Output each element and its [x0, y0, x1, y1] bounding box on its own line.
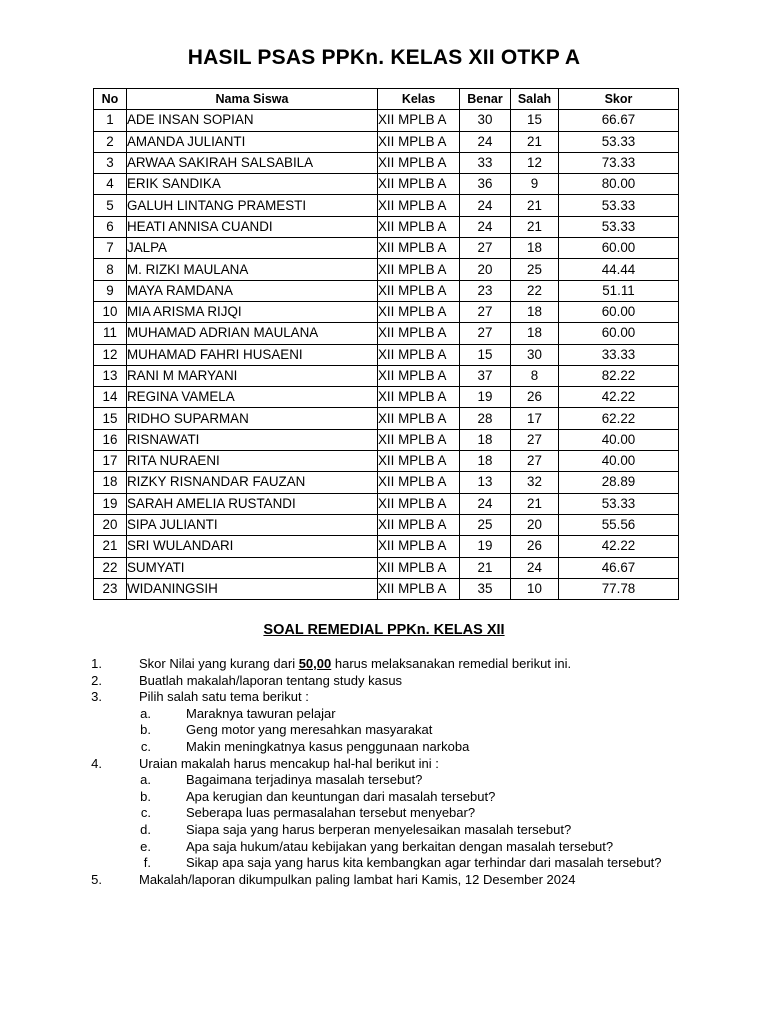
- cell-kelas: XII MPLB A: [378, 238, 460, 259]
- cell-kelas: XII MPLB A: [378, 174, 460, 195]
- text-segment: Bagaimana terjadinya masalah tersebut?: [186, 772, 423, 788]
- cell-nama-siswa: RITA NURAENI: [127, 451, 378, 472]
- list-marker: e.: [140, 838, 151, 854]
- cell-nama-siswa: M. RIZKI MAULANA: [127, 259, 378, 280]
- text-segment: Skor Nilai yang kurang dari: [139, 656, 299, 671]
- list-marker: c.: [140, 805, 151, 821]
- cell-skor: 55.56: [559, 514, 679, 535]
- list-marker: 1.: [91, 656, 102, 671]
- cell-nama-siswa: WIDANINGSIH: [127, 578, 378, 599]
- table-header-row: [94, 89, 679, 110]
- list-marker: b.: [140, 722, 151, 738]
- header-salah: Salah: [511, 89, 559, 110]
- cell-kelas: XII MPLB A: [378, 110, 460, 131]
- list-item-text: [186, 706, 336, 723]
- text-segment: Siapa saja yang harus berperan menyelesaikan masalah tersebut?: [186, 822, 572, 837]
- cell-no: 7: [94, 238, 127, 259]
- cell-salah: 22: [511, 280, 559, 301]
- text-segment: Seberapa luas permasalahan tersebut menyebar?: [186, 805, 476, 821]
- cell-salah: 21: [511, 131, 559, 152]
- cell-kelas: XII MPLB A: [378, 301, 460, 322]
- text-segment: Pilih salah satu tema berikut :: [139, 689, 309, 705]
- text-segment: Makin meningkatnya kasus penggunaan narkoba: [186, 739, 470, 754]
- cell-skor: 33.33: [559, 344, 679, 365]
- text-segment: Maraknya tawuran pelajar: [186, 705, 336, 721]
- list-item-text: [139, 756, 439, 773]
- table-row: [94, 323, 679, 344]
- cell-salah: 20: [511, 514, 559, 535]
- table-row: [94, 365, 679, 386]
- cell-skor: 62.22: [559, 408, 679, 429]
- cell-benar: 27: [460, 238, 511, 259]
- cell-salah: 18: [511, 323, 559, 344]
- cell-salah: 27: [511, 451, 559, 472]
- cell-nama-siswa: RIZKY RISNANDAR FAUZAN: [127, 472, 378, 493]
- cell-benar: 18: [460, 429, 511, 450]
- cell-nama-siswa: RIDHO SUPARMAN: [127, 408, 378, 429]
- cell-no: 2: [94, 131, 127, 152]
- cell-skor: 60.00: [559, 238, 679, 259]
- list-item-text: [139, 656, 571, 673]
- list-item: [0, 756, 768, 773]
- text-segment: Buatlah makalah/laporan tentang study kasus: [139, 672, 403, 688]
- cell-no: 3: [94, 152, 127, 173]
- sub-list-item: [0, 722, 768, 739]
- cell-kelas: XII MPLB A: [378, 259, 460, 280]
- list-marker: 2.: [91, 672, 102, 688]
- list-item-text: [186, 839, 613, 856]
- table-row: [94, 536, 679, 557]
- cell-benar: 13: [460, 472, 511, 493]
- cell-benar: 24: [460, 131, 511, 152]
- cell-skor: 40.00: [559, 429, 679, 450]
- cell-salah: 32: [511, 472, 559, 493]
- cell-kelas: XII MPLB A: [378, 344, 460, 365]
- cell-nama-siswa: AMANDA JULIANTI: [127, 131, 378, 152]
- cell-benar: 24: [460, 216, 511, 237]
- header-skor: Skor: [559, 89, 679, 110]
- cell-kelas: XII MPLB A: [378, 557, 460, 578]
- cell-benar: 24: [460, 493, 511, 514]
- table-row: [94, 514, 679, 535]
- cell-salah: 17: [511, 408, 559, 429]
- sub-list-item: [0, 855, 768, 872]
- cell-no: 6: [94, 216, 127, 237]
- cell-kelas: XII MPLB A: [378, 152, 460, 173]
- cell-salah: 21: [511, 493, 559, 514]
- list-marker: a.: [140, 705, 151, 721]
- cell-nama-siswa: SIPA JULIANTI: [127, 514, 378, 535]
- cell-benar: 36: [460, 174, 511, 195]
- cell-benar: 25: [460, 514, 511, 535]
- cell-no: 16: [94, 429, 127, 450]
- list-item: [0, 689, 768, 706]
- list-marker: b.: [140, 788, 151, 804]
- cell-kelas: XII MPLB A: [378, 408, 460, 429]
- list-marker: 3.: [91, 689, 102, 705]
- list-marker: 4.: [91, 755, 102, 771]
- table-row: [94, 344, 679, 365]
- cell-salah: 12: [511, 152, 559, 173]
- text-segment: Apa saja hukum/atau kebijakan yang berkaitan dengan masalah tersebut?: [186, 838, 614, 854]
- cell-skor: 77.78: [559, 578, 679, 599]
- cell-benar: 21: [460, 557, 511, 578]
- list-item-text: [186, 855, 662, 872]
- cell-benar: 20: [460, 259, 511, 280]
- table-row: [94, 280, 679, 301]
- table-row: [94, 472, 679, 493]
- cell-kelas: XII MPLB A: [378, 493, 460, 514]
- cell-no: 10: [94, 301, 127, 322]
- cell-benar: 19: [460, 387, 511, 408]
- cell-skor: 53.33: [559, 216, 679, 237]
- list-marker: 5.: [91, 871, 102, 887]
- cell-kelas: XII MPLB A: [378, 451, 460, 472]
- cell-skor: 53.33: [559, 131, 679, 152]
- cell-skor: 60.00: [559, 323, 679, 344]
- cell-skor: 60.00: [559, 301, 679, 322]
- cell-no: 1: [94, 110, 127, 131]
- cell-no: 21: [94, 536, 127, 557]
- table-row: [94, 387, 679, 408]
- cell-benar: 23: [460, 280, 511, 301]
- cell-salah: 26: [511, 536, 559, 557]
- list-marker: f.: [143, 855, 151, 871]
- cell-no: 19: [94, 493, 127, 514]
- list-item-text: [139, 689, 309, 706]
- cell-salah: 10: [511, 578, 559, 599]
- cell-nama-siswa: REGINA VAMELA: [127, 387, 378, 408]
- sub-list-item: [0, 706, 768, 723]
- sub-list-item: [0, 739, 768, 756]
- cell-no: 15: [94, 408, 127, 429]
- cell-skor: 42.22: [559, 536, 679, 557]
- list-item-text: [186, 739, 469, 756]
- table-row: [94, 110, 679, 131]
- cell-benar: 37: [460, 365, 511, 386]
- cell-nama-siswa: ADE INSAN SOPIAN: [127, 110, 378, 131]
- sub-list-item: [0, 839, 768, 856]
- table-row: [94, 557, 679, 578]
- cell-skor: 73.33: [559, 152, 679, 173]
- cell-benar: 33: [460, 152, 511, 173]
- cell-salah: 9: [511, 174, 559, 195]
- cell-benar: 27: [460, 323, 511, 344]
- cell-skor: 51.11: [559, 280, 679, 301]
- cell-no: 4: [94, 174, 127, 195]
- cell-salah: 30: [511, 344, 559, 365]
- cell-kelas: XII MPLB A: [378, 323, 460, 344]
- cell-kelas: XII MPLB A: [378, 472, 460, 493]
- cell-salah: 18: [511, 238, 559, 259]
- list-item-text: [139, 673, 402, 690]
- cell-benar: 27: [460, 301, 511, 322]
- sub-list-item: [0, 805, 768, 822]
- cell-no: 8: [94, 259, 127, 280]
- header-nama-siswa: Nama Siswa: [127, 89, 378, 110]
- cell-no: 13: [94, 365, 127, 386]
- table-row: [94, 131, 679, 152]
- cell-no: 23: [94, 578, 127, 599]
- cell-skor: 46.67: [559, 557, 679, 578]
- cell-nama-siswa: HEATI ANNISA CUANDI: [127, 216, 378, 237]
- table-row: [94, 301, 679, 322]
- remedial-title: SOAL REMEDIAL PPKn. KELAS XII: [263, 622, 505, 638]
- header-benar: Benar: [460, 89, 511, 110]
- table-row: [94, 238, 679, 259]
- cell-no: 18: [94, 472, 127, 493]
- text-segment: Geng motor yang meresahkan masyarakat: [186, 722, 433, 738]
- cell-skor: 42.22: [559, 387, 679, 408]
- cell-salah: 15: [511, 110, 559, 131]
- list-item-text: [186, 722, 432, 739]
- table-row: [94, 195, 679, 216]
- table-row: [94, 216, 679, 237]
- cell-nama-siswa: SRI WULANDARI: [127, 536, 378, 557]
- cell-kelas: XII MPLB A: [378, 429, 460, 450]
- cell-nama-siswa: RANI M MARYANI: [127, 365, 378, 386]
- cell-kelas: XII MPLB A: [378, 536, 460, 557]
- cell-nama-siswa: RISNAWATI: [127, 429, 378, 450]
- list-item-text: [186, 822, 571, 839]
- sub-list-item: [0, 822, 768, 839]
- header-no: No: [94, 89, 127, 110]
- table-row: [94, 429, 679, 450]
- document-title: HASIL PSAS PPKn. KELAS XII OTKP A: [187, 46, 581, 69]
- list-item-text: [186, 789, 495, 806]
- cell-skor: 40.00: [559, 451, 679, 472]
- list-marker: a.: [140, 772, 151, 788]
- table-row: [94, 259, 679, 280]
- table-row: [94, 578, 679, 599]
- cell-salah: 24: [511, 557, 559, 578]
- cell-benar: 15: [460, 344, 511, 365]
- list-marker: c.: [140, 739, 151, 754]
- cell-nama-siswa: JALPA: [127, 238, 378, 259]
- cell-nama-siswa: GALUH LINTANG PRAMESTI: [127, 195, 378, 216]
- cell-no: 12: [94, 344, 127, 365]
- cell-kelas: XII MPLB A: [378, 578, 460, 599]
- cell-nama-siswa: MIA ARISMA RIJQI: [127, 301, 378, 322]
- text-segment: Apa kerugian dan keuntungan dari masalah tersebut?: [186, 788, 496, 804]
- cell-no: 14: [94, 387, 127, 408]
- cell-benar: 19: [460, 536, 511, 557]
- cell-nama-siswa: MUHAMAD ADRIAN MAULANA: [127, 323, 378, 344]
- cell-salah: 27: [511, 429, 559, 450]
- cell-salah: 21: [511, 216, 559, 237]
- cell-skor: 66.67: [559, 110, 679, 131]
- text-segment: Uraian makalah harus mencakup hal-hal berikut ini :: [139, 755, 439, 771]
- cell-benar: 18: [460, 451, 511, 472]
- table-row: [94, 408, 679, 429]
- cell-salah: 8: [511, 365, 559, 386]
- cell-benar: 24: [460, 195, 511, 216]
- cell-skor: 53.33: [559, 195, 679, 216]
- cell-salah: 18: [511, 301, 559, 322]
- cell-benar: 35: [460, 578, 511, 599]
- text-segment: harus melaksanakan remedial berikut ini.: [331, 656, 572, 671]
- table-row: [94, 152, 679, 173]
- cell-skor: 44.44: [559, 259, 679, 280]
- cell-nama-siswa: MUHAMAD FAHRI HUSAENI: [127, 344, 378, 365]
- sub-list-item: [0, 789, 768, 806]
- list-item: [0, 872, 768, 889]
- cell-skor: 80.00: [559, 174, 679, 195]
- cell-skor: 53.33: [559, 493, 679, 514]
- sub-list-item: [0, 772, 768, 789]
- list-item: [0, 673, 768, 690]
- cell-kelas: XII MPLB A: [378, 216, 460, 237]
- results-table: [93, 88, 679, 600]
- cell-nama-siswa: ERIK SANDIKA: [127, 174, 378, 195]
- cell-nama-siswa: SUMYATI: [127, 557, 378, 578]
- cell-kelas: XII MPLB A: [378, 195, 460, 216]
- cell-kelas: XII MPLB A: [378, 131, 460, 152]
- cell-no: 20: [94, 514, 127, 535]
- cell-kelas: XII MPLB A: [378, 387, 460, 408]
- table-body: [94, 110, 679, 600]
- cell-no: 17: [94, 451, 127, 472]
- list-item-text: [186, 772, 422, 789]
- header-kelas: Kelas: [378, 89, 460, 110]
- cell-nama-siswa: ARWAA SAKIRAH SALSABILA: [127, 152, 378, 173]
- cell-kelas: XII MPLB A: [378, 514, 460, 535]
- text-segment: Sikap apa saja yang harus kita kembangkan agar terhindar dari masalah tersebut?: [186, 855, 662, 871]
- text-segment: Makalah/laporan dikumpulkan paling lambat hari Kamis, 12 Desember 2024: [139, 871, 576, 887]
- table-row: [94, 174, 679, 195]
- cell-salah: 25: [511, 259, 559, 280]
- list-marker: d.: [140, 822, 151, 837]
- cell-kelas: XII MPLB A: [378, 365, 460, 386]
- cell-no: 5: [94, 195, 127, 216]
- cell-skor: 28.89: [559, 472, 679, 493]
- cell-skor: 82.22: [559, 365, 679, 386]
- cell-kelas: XII MPLB A: [378, 280, 460, 301]
- cell-nama-siswa: SARAH AMELIA RUSTANDI: [127, 493, 378, 514]
- cell-no: 9: [94, 280, 127, 301]
- table-row: [94, 493, 679, 514]
- cell-no: 22: [94, 557, 127, 578]
- threshold-score: 50,00: [298, 656, 332, 671]
- list-item: [0, 656, 768, 673]
- cell-nama-siswa: MAYA RAMDANA: [127, 280, 378, 301]
- cell-salah: 21: [511, 195, 559, 216]
- cell-salah: 26: [511, 387, 559, 408]
- cell-benar: 30: [460, 110, 511, 131]
- list-item-text: [139, 872, 575, 889]
- list-item-text: [186, 805, 475, 822]
- cell-benar: 28: [460, 408, 511, 429]
- cell-no: 11: [94, 323, 127, 344]
- table-row: [94, 451, 679, 472]
